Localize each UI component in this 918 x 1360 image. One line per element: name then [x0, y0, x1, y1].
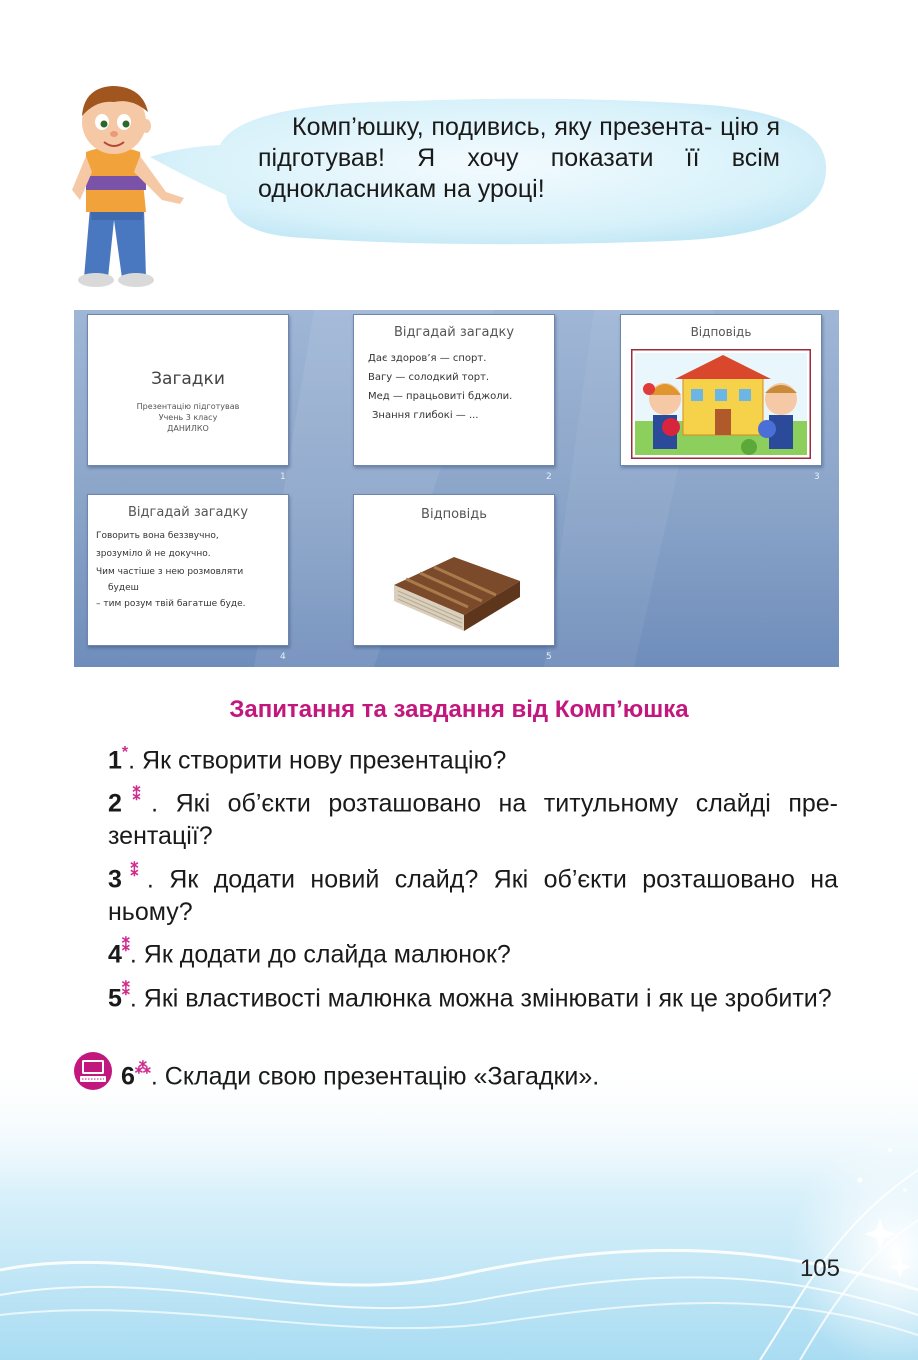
question-number: 2: [108, 789, 122, 818]
computer-icon: [73, 1051, 113, 1091]
question-text: . Які властивості малюнка можна змінювати і як це зробити?: [129, 984, 832, 1013]
question-text: . Як додати новий слайд? Які об’єкти розташовано на ньому?: [108, 865, 839, 927]
question-1: [108, 738, 838, 777]
slide-2-title: Відгадай загадку: [393, 325, 515, 340]
slide-number-3: 3: [814, 472, 820, 482]
speech-bubble-text: [258, 112, 780, 205]
slide-thumbnail-4[interactable]: [87, 494, 289, 646]
slide-5-title: Відповідь: [421, 507, 487, 522]
slide-number-2: 2: [546, 472, 552, 482]
book-picture: [384, 545, 524, 635]
school-with-children-picture: [631, 349, 811, 459]
difficulty-mark: ⁑: [121, 787, 152, 804]
question-number: 6: [121, 1062, 135, 1091]
slide-number-4: 4: [280, 652, 286, 662]
question-6: [121, 1054, 838, 1093]
questions-heading: Запитання та завдання від Комп’юшка: [229, 696, 689, 723]
slide-thumbnail-3[interactable]: [620, 314, 822, 466]
difficulty-mark: ⁂: [134, 1060, 151, 1077]
slide-sorter-panel: [74, 310, 839, 667]
question-2: [108, 781, 838, 853]
slide-thumbnail-5[interactable]: [353, 494, 555, 646]
slide-4-line: Говорить вона беззвучно,: [96, 531, 219, 541]
slide-thumbnail-1[interactable]: [87, 314, 289, 466]
question-number: 5: [108, 984, 122, 1013]
slide-4-line: Чим частіше з нею розмовляти: [96, 567, 244, 577]
difficulty-mark: ⁑: [121, 982, 130, 999]
page-number: 105: [799, 1255, 840, 1282]
question-number: 1: [108, 746, 122, 775]
question-number: 3: [108, 865, 122, 894]
slide-4-line: – тим розум твій багатше буде.: [96, 599, 246, 609]
question-3: [108, 857, 838, 929]
question-text: . Які об’єкти розташовано на титульному слайді пре- зентації?: [108, 789, 839, 851]
slide-number-1: 1: [280, 472, 286, 482]
question-number: 4: [108, 940, 122, 969]
difficulty-mark: ⁑: [121, 863, 147, 880]
slide-2-line: Вагу — солодкий торт.: [368, 372, 490, 383]
slide-2-body: [368, 349, 512, 425]
slide-4-line: зрозуміло й не докучно.: [96, 549, 211, 559]
difficulty-mark: *: [121, 744, 129, 761]
slide-1-subtitle-line: ДАНИЛКО: [167, 424, 209, 433]
question-4: [108, 932, 838, 971]
question-text: . Склади свою презентацію «Загадки».: [150, 1062, 600, 1091]
bubble-line-1: Комп’юшку, подивись, яку презента-: [292, 113, 713, 141]
slide-2-line: Знання глибокі — ...: [372, 410, 479, 421]
bubble-line-3: однокласникам на уроці!: [258, 175, 545, 203]
slide-1-subtitle-line: Учень 3 класу: [158, 413, 218, 422]
decorative-waves: [0, 1060, 918, 1360]
slide-2-line: Дає здоров’я — спорт.: [368, 353, 487, 364]
bubble-line-2: цію я підготував! Я хочу показати її всім: [258, 113, 781, 172]
question-text: . Як створити нову презентацію?: [128, 746, 507, 775]
question-text: . Як додати до слайда малюнок?: [129, 940, 511, 969]
slide-4-line: будеш: [108, 583, 139, 593]
slide-1-title: Загадки: [151, 369, 225, 389]
slide-4-title: Відгадай загадку: [127, 505, 249, 520]
slide-2-line: Мед — працьовиті бджоли.: [368, 391, 513, 402]
slide-number-5: 5: [546, 652, 552, 662]
slide-3-title: Відповідь: [690, 325, 752, 339]
slide-1-subtitle-line: Презентацію підготував: [136, 402, 240, 411]
slide-1-subtitle: [88, 401, 288, 434]
difficulty-mark: ⁑: [121, 938, 130, 955]
question-5: [108, 976, 838, 1015]
slide-4-body: [96, 527, 246, 613]
slide-thumbnail-2[interactable]: [353, 314, 555, 466]
